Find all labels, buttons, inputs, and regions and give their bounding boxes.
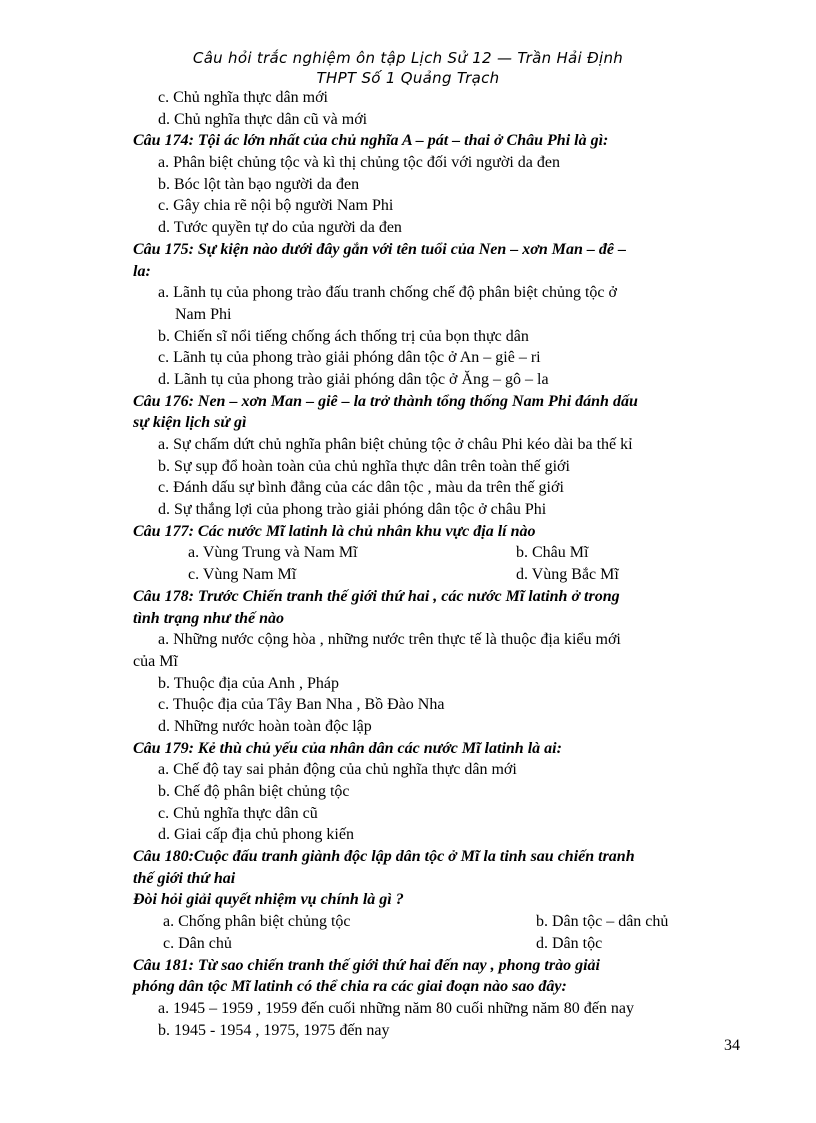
answer-option: b. Thuộc địa của Anh , Pháp <box>158 674 340 692</box>
answer-option: b. Chiến sĩ nổi tiếng chống ách thống trị của bọn thực dân <box>158 327 529 345</box>
question-178: Câu 178: Trước Chiến tranh thế giới thứ hai , các nước Mĩ latinh ở trong <box>133 587 620 605</box>
answer-option: c. Vùng Nam Mĩ <box>188 566 297 584</box>
page-header <box>0 48 816 88</box>
answer-option: d. Vùng Bắc Mĩ <box>516 566 619 584</box>
answer-option: b. 1945 - 1954 , 1975, 1975 đến nay <box>158 1021 390 1039</box>
answer-option: d. Chủ nghĩa thực dân cũ và mới <box>158 110 368 128</box>
question-176: Câu 176: Nen – xơn Man – giê – la trở thành tổng thống Nam Phi đánh dấu <box>133 392 638 410</box>
answer-option: a. Lãnh tụ của phong trào đấu tranh chống chế độ phân biệt chủng tộc ở <box>158 284 617 302</box>
answer-option: a. 1945 – 1959 , 1959 đến cuối những năm 80 cuối những năm 80 đến nay <box>158 999 634 1017</box>
answer-option: c. Gây chia rẽ nội bộ người Nam Phi <box>158 197 394 215</box>
answer-option: d. Giai cấp địa chủ phong kiến <box>158 826 354 844</box>
answer-option: b. Châu Mĩ <box>516 544 589 562</box>
answer-option: a. Chống phân biệt chủng tộc <box>163 913 351 931</box>
question-178-cont: tình trạng như thế nào <box>133 609 284 627</box>
answer-option-cont: của Mĩ <box>133 652 178 670</box>
header-title: Câu hỏi trắc nghiệm ôn tập Lịch Sử 12 — Trần Hải Định <box>192 49 624 67</box>
answer-option: a. Vùng Trung và Nam Mĩ <box>188 544 358 562</box>
question-181: Câu 181: Từ sao chiến tranh thế giới thứ hai đến nay , phong trào giải <box>133 956 600 974</box>
answer-option: d. Tước quyền tự do của người da đen <box>158 219 402 237</box>
answer-option: c. Chủ nghĩa thực dân cũ <box>158 804 318 822</box>
question-180-cont: thế giới thứ hai <box>133 869 236 887</box>
answer-option: b. Dân tộc – dân chủ <box>536 913 669 931</box>
question-177: Câu 177: Các nước Mĩ latinh là chủ nhân khu vực địa lí nào <box>133 522 536 540</box>
question-181-cont: phóng dân tộc Mĩ latinh có thể chia ra các giai đoạn nào sao đây: <box>133 978 567 996</box>
answer-option: c. Lãnh tụ của phong trào giải phóng dân tộc ở An – giê – ri <box>158 349 541 367</box>
answer-option: c. Đánh dấu sự bình đẳng của các dân tộc , màu da trên thế giới <box>158 479 564 497</box>
answer-option: c. Dân chủ <box>163 934 232 952</box>
answer-option: d. Dân tộc <box>536 934 603 952</box>
document-body <box>133 87 743 1041</box>
question-175-cont: la: <box>133 262 151 280</box>
header-school: THPT Số 1 Quảng Trạch <box>316 69 500 87</box>
question-179: Câu 179: Kẻ thù chủ yếu của nhân dân các nước Mĩ latinh là ai: <box>133 739 562 757</box>
question-175: Câu 175: Sự kiện nào dưới đây gắn với tên tuổi của Nen – xơn Man – đê – <box>133 240 626 258</box>
answer-option: b. Chế độ phân biệt chủng tộc <box>158 783 350 800</box>
question-174: Câu 174: Tội ác lớn nhất của chủ nghĩa A – pát – thai ở Châu Phi là gì: <box>133 132 609 150</box>
answer-option: b. Bóc lột tàn bạo người da đen <box>158 175 360 193</box>
question-176-cont: sự kiện lịch sử gì <box>133 414 247 432</box>
answer-row <box>133 542 743 564</box>
question-180: Câu 180:Cuộc đấu tranh giành độc lập dân tộc ở Mĩ la tinh sau chiến tranh <box>133 848 635 866</box>
answer-option: a. Những nước cộng hòa , những nước trên thực tế là thuộc địa kiểu mới <box>158 631 621 649</box>
answer-option: b. Sự sụp đổ hoàn toàn của chủ nghĩa thực dân trên toàn thế giới <box>158 457 570 475</box>
answer-row <box>133 564 743 586</box>
answer-option: a. Chế độ tay sai phản động của chủ nghĩa thực dân mới <box>158 761 517 779</box>
answer-option: c. Chủ nghĩa thực dân mới <box>158 89 328 106</box>
answer-option: d. Sự thắng lợi của phong trào giải phóng dân tộc ở châu Phi <box>158 501 547 519</box>
answer-option: a. Phân biệt chủng tộc và kì thị chủng tộc đối với người da đen <box>158 154 560 172</box>
answer-option: d. Lãnh tụ của phong trào giải phóng dân tộc ở Ăng – gô – la <box>158 370 549 388</box>
answer-row <box>133 911 743 933</box>
question-180-task: Đòi hỏi giải quyết nhiệm vụ chính là gì ? <box>133 891 404 909</box>
answer-row <box>133 933 743 955</box>
answer-option: c. Thuộc địa của Tây Ban Nha , Bồ Đào Nha <box>158 696 445 714</box>
answer-option: a. Sự chấm dứt chủ nghĩa phân biệt chủng tộc ở châu Phi kéo dài ba thế kỉ <box>158 436 633 453</box>
page-number: 34 <box>724 1037 740 1054</box>
answer-option-cont: Nam Phi <box>175 305 232 323</box>
answer-option: d. Những nước hoàn toàn độc lập <box>158 717 372 735</box>
